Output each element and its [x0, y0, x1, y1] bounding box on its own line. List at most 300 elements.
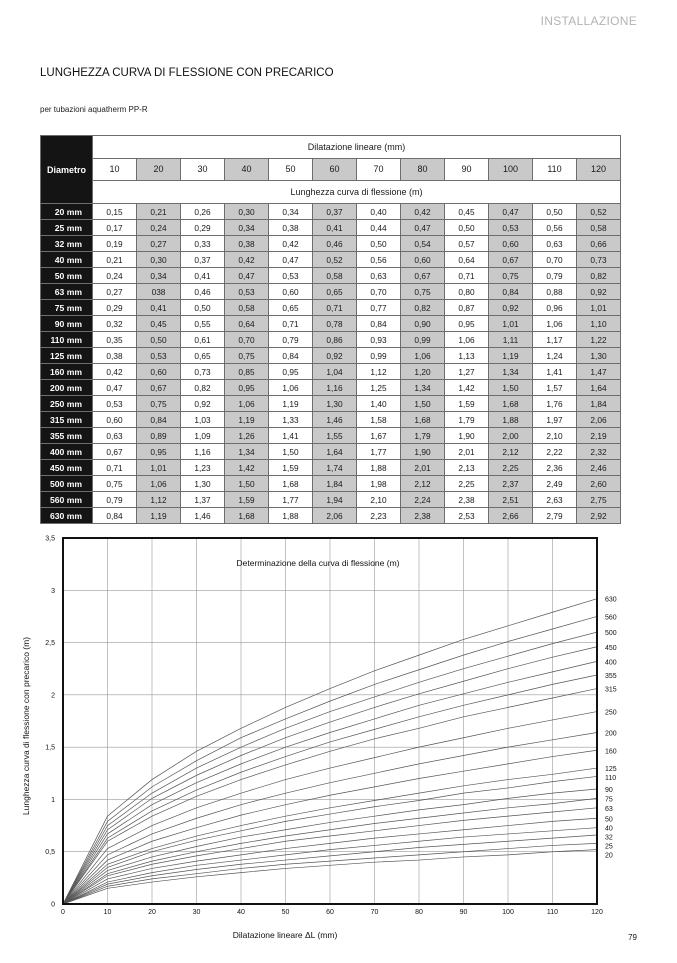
table-cell: 2,38 — [401, 508, 445, 524]
table-cell: 0,21 — [137, 204, 181, 220]
table-cell: 1,50 — [269, 444, 313, 460]
table-row — [41, 268, 621, 284]
table-cell: 1,27 — [445, 364, 489, 380]
table-cell: 2,22 — [533, 444, 577, 460]
table-cell: 1,33 — [269, 412, 313, 428]
table-cell: 1,34 — [401, 380, 445, 396]
y-tick-label: 1,5 — [45, 744, 55, 752]
table-cell: 0,47 — [225, 268, 269, 284]
table-cell: 0,41 — [181, 268, 225, 284]
table-cell: 2,49 — [533, 476, 577, 492]
table-cell: 0,47 — [489, 204, 533, 220]
series-end-label: 160 — [605, 748, 617, 756]
table-cell: 0,56 — [533, 220, 577, 236]
table-cell: 0,42 — [269, 236, 313, 252]
table-cell: 2,46 — [577, 460, 621, 476]
table-cell: 2,10 — [357, 492, 401, 508]
table-cell: 0,66 — [577, 236, 621, 252]
row-diameter-label: 400 mm — [41, 444, 93, 460]
length-header: Lunghezza curva di flessione (m) — [93, 181, 621, 204]
table-cell: 0,53 — [269, 268, 313, 284]
y-tick-label: 0 — [51, 901, 55, 909]
table-cell: 0,50 — [137, 332, 181, 348]
table-cell: 1,59 — [445, 396, 489, 412]
table-cell: 2,32 — [577, 444, 621, 460]
table-cell: 0,38 — [93, 348, 137, 364]
table-cell: 0,53 — [93, 396, 137, 412]
table-cell: 2,36 — [533, 460, 577, 476]
table-cell: 1,84 — [577, 396, 621, 412]
table-cell: 0,44 — [357, 220, 401, 236]
row-diameter-label: 250 mm — [41, 396, 93, 412]
table-cell: 1,77 — [269, 492, 313, 508]
row-diameter-label: 315 mm — [41, 412, 93, 428]
table-cell: 1,19 — [137, 508, 181, 524]
table-cell: 2,25 — [445, 476, 489, 492]
table-body — [41, 204, 621, 524]
table-cell: 0,26 — [181, 204, 225, 220]
table-cell: 0,65 — [181, 348, 225, 364]
x-tick-label: 0 — [61, 909, 65, 916]
table-cell: 0,42 — [401, 204, 445, 220]
table-cell: 2,51 — [489, 492, 533, 508]
table-cell: 1,84 — [313, 476, 357, 492]
table-cell: 1,06 — [401, 348, 445, 364]
table-cell: 0,60 — [137, 364, 181, 380]
table-cell: 0,70 — [357, 284, 401, 300]
table-cell: 1,06 — [225, 396, 269, 412]
table-cell: 1,42 — [445, 380, 489, 396]
x-tick-label: 120 — [591, 909, 603, 916]
table-cell: 1,40 — [357, 396, 401, 412]
table-cell: 0,58 — [577, 220, 621, 236]
table-row — [41, 476, 621, 492]
y-tick-label: 2 — [51, 692, 55, 700]
table-cell: 1,22 — [577, 332, 621, 348]
column-header: 40 — [225, 159, 269, 181]
column-header: 10 — [93, 159, 137, 181]
table-cell: 0,70 — [533, 252, 577, 268]
table-cell: 1,06 — [137, 476, 181, 492]
table-cell: 0,93 — [357, 332, 401, 348]
table-cell: 0,17 — [93, 220, 137, 236]
table-cell: 1,88 — [489, 412, 533, 428]
y-axis-label: Lunghezza curva di flessione con precarico (m) — [21, 636, 31, 816]
table-cell: 0,64 — [445, 252, 489, 268]
page-subtitle: per tubazioni aquatherm PP-R — [40, 105, 148, 114]
table-cell: 1,50 — [489, 380, 533, 396]
table-cell: 1,34 — [225, 444, 269, 460]
table-cell: 0,82 — [181, 380, 225, 396]
table-cell: 0,52 — [313, 252, 357, 268]
table-cell: 0,40 — [357, 204, 401, 220]
table-cell: 0,67 — [401, 268, 445, 284]
column-header: 110 — [533, 159, 577, 181]
table-cell: 1,64 — [313, 444, 357, 460]
series-end-label: 560 — [605, 614, 617, 622]
x-tick-label: 30 — [192, 909, 201, 916]
table-cell: 0,52 — [577, 204, 621, 220]
table-cell: 2,13 — [445, 460, 489, 476]
table-cell: 0,67 — [489, 252, 533, 268]
table-cell: 2,63 — [533, 492, 577, 508]
table-cell: 0,79 — [93, 492, 137, 508]
table-cell: 0,63 — [93, 428, 137, 444]
row-diameter-label: 63 mm — [41, 284, 93, 300]
page-title: LUNGHEZZA CURVA DI FLESSIONE CON PRECARICO — [40, 67, 334, 79]
row-diameter-label: 90 mm — [41, 316, 93, 332]
table-cell: 0,27 — [137, 236, 181, 252]
x-tick-label: 100 — [502, 909, 514, 916]
table-row — [41, 220, 621, 236]
table-cell: 0,58 — [313, 268, 357, 284]
table-cell: 2,06 — [313, 508, 357, 524]
table-cell: 2,75 — [577, 492, 621, 508]
row-diameter-label: 25 mm — [41, 220, 93, 236]
table-cell: 1,12 — [357, 364, 401, 380]
table-cell: 0,77 — [357, 300, 401, 316]
series-end-label: 110 — [605, 775, 617, 783]
series-end-label: 63 — [605, 805, 613, 813]
table-cell: 1,68 — [401, 412, 445, 428]
table-cell: 0,47 — [93, 380, 137, 396]
column-header: 60 — [313, 159, 357, 181]
table-cell: 2,12 — [401, 476, 445, 492]
table-cell: 0,84 — [489, 284, 533, 300]
table-cell: 0,29 — [93, 300, 137, 316]
table-cell: 1,37 — [181, 492, 225, 508]
column-header: 20 — [137, 159, 181, 181]
table-cell: 0,50 — [357, 236, 401, 252]
x-tick-label: 10 — [103, 909, 112, 916]
table-cell: 2,79 — [533, 508, 577, 524]
table-cell: 0,88 — [533, 284, 577, 300]
column-header: 120 — [577, 159, 621, 181]
table-cell: 2,01 — [445, 444, 489, 460]
series-end-label: 75 — [605, 796, 613, 804]
table-row — [41, 284, 621, 300]
table-cell: 1,41 — [269, 428, 313, 444]
table-cell: 0,46 — [181, 284, 225, 300]
table-cell: 0,84 — [269, 348, 313, 364]
table-row — [41, 316, 621, 332]
table-cell: 2,25 — [489, 460, 533, 476]
table-cell: 0,58 — [225, 300, 269, 316]
table-cell: 1,30 — [313, 396, 357, 412]
table-cell: 0,95 — [225, 380, 269, 396]
table-cell: 0,42 — [93, 364, 137, 380]
x-tick-label: 50 — [281, 909, 290, 916]
table-row — [41, 332, 621, 348]
series-end-label: 90 — [605, 786, 613, 794]
table-cell: 0,24 — [93, 268, 137, 284]
table-row — [41, 396, 621, 412]
table-cell: 0,56 — [357, 252, 401, 268]
table-cell: 0,99 — [357, 348, 401, 364]
table-cell: 0,19 — [93, 236, 137, 252]
table-cell: 0,92 — [313, 348, 357, 364]
row-diameter-label: 355 mm — [41, 428, 93, 444]
y-tick-label: 3,5 — [45, 535, 55, 543]
table-cell: 1,68 — [489, 396, 533, 412]
table-cell: 0,84 — [137, 412, 181, 428]
table-cell: 038 — [137, 284, 181, 300]
table-cell: 0,95 — [269, 364, 313, 380]
table-row — [41, 364, 621, 380]
table-cell: 0,37 — [313, 204, 357, 220]
table-row — [41, 444, 621, 460]
table-cell: 0,75 — [93, 476, 137, 492]
table-cell: 1,10 — [577, 316, 621, 332]
table-cell: 0,24 — [137, 220, 181, 236]
table-cell: 2,06 — [577, 412, 621, 428]
table-cell: 0,42 — [225, 252, 269, 268]
table-cell: 0,30 — [137, 252, 181, 268]
chart-grid — [63, 538, 597, 904]
table-cell: 1,19 — [269, 396, 313, 412]
section-label: INSTALLAZIONE — [540, 14, 637, 28]
series-end-label: 125 — [605, 766, 617, 774]
column-header: 30 — [181, 159, 225, 181]
series-end-label: 20 — [605, 852, 613, 860]
column-header-row — [41, 159, 621, 181]
table-row — [41, 412, 621, 428]
series-end-label: 50 — [605, 816, 613, 824]
table-cell: 1,04 — [313, 364, 357, 380]
table-cell: 0,92 — [577, 284, 621, 300]
table-cell: 1,59 — [269, 460, 313, 476]
table-cell: 0,37 — [181, 252, 225, 268]
row-diameter-label: 32 mm — [41, 236, 93, 252]
table-cell: 0,54 — [401, 236, 445, 252]
table-cell: 2,01 — [401, 460, 445, 476]
table-row — [41, 236, 621, 252]
table-cell: 0,96 — [533, 300, 577, 316]
table-row — [41, 428, 621, 444]
table-cell: 2,37 — [489, 476, 533, 492]
table-cell: 0,95 — [445, 316, 489, 332]
table-cell: 0,71 — [269, 316, 313, 332]
row-diameter-label: 110 mm — [41, 332, 93, 348]
table-cell: 0,99 — [401, 332, 445, 348]
table-cell: 2,92 — [577, 508, 621, 524]
table-cell: 1,13 — [445, 348, 489, 364]
table-cell: 0,53 — [137, 348, 181, 364]
column-header: 100 — [489, 159, 533, 181]
table-cell: 0,41 — [137, 300, 181, 316]
table-cell: 1,74 — [313, 460, 357, 476]
table-cell: 1,90 — [445, 428, 489, 444]
table-cell: 0,60 — [93, 412, 137, 428]
table-cell: 2,23 — [357, 508, 401, 524]
table-cell: 1,23 — [181, 460, 225, 476]
series-end-label: 32 — [605, 834, 613, 842]
table-cell: 0,78 — [313, 316, 357, 332]
y-tick-label: 2,5 — [45, 640, 55, 648]
table-cell: 0,70 — [225, 332, 269, 348]
table-cell: 1,30 — [577, 348, 621, 364]
table-cell: 1,19 — [489, 348, 533, 364]
table-cell: 0,87 — [445, 300, 489, 316]
table-cell: 1,19 — [225, 412, 269, 428]
table-cell: 1,06 — [533, 316, 577, 332]
table-cell: 2,38 — [445, 492, 489, 508]
row-diameter-label: 560 mm — [41, 492, 93, 508]
table-cell: 0,45 — [137, 316, 181, 332]
table-cell: 0,53 — [225, 284, 269, 300]
table-cell: 1,12 — [137, 492, 181, 508]
row-diameter-label: 630 mm — [41, 508, 93, 524]
column-header: 90 — [445, 159, 489, 181]
y-tick-label: 0,5 — [45, 849, 55, 857]
table-cell: 1,42 — [225, 460, 269, 476]
diameter-header: Diametro — [41, 136, 93, 204]
table-cell: 1,16 — [181, 444, 225, 460]
y-tick-label: 1 — [51, 796, 55, 804]
table-cell: 0,63 — [533, 236, 577, 252]
table-cell: 0,67 — [93, 444, 137, 460]
table-cell: 1,41 — [533, 364, 577, 380]
table-cell: 1,11 — [489, 332, 533, 348]
table-cell: 1,20 — [401, 364, 445, 380]
table-cell: 0,34 — [137, 268, 181, 284]
table-cell: 0,73 — [181, 364, 225, 380]
table-cell: 0,60 — [489, 236, 533, 252]
table-cell: 1,06 — [445, 332, 489, 348]
table-cell: 1,47 — [577, 364, 621, 380]
table-cell: 0,63 — [357, 268, 401, 284]
table-row — [41, 460, 621, 476]
table-cell: 0,84 — [93, 508, 137, 524]
table-cell: 1,46 — [181, 508, 225, 524]
table-cell: 1,26 — [225, 428, 269, 444]
table-cell: 1,57 — [533, 380, 577, 396]
table-row — [41, 508, 621, 524]
table-cell: 2,10 — [533, 428, 577, 444]
table-cell: 0,55 — [181, 316, 225, 332]
table-cell: 0,64 — [225, 316, 269, 332]
table-cell: 0,38 — [225, 236, 269, 252]
column-header: 70 — [357, 159, 401, 181]
table-cell: 1,01 — [489, 316, 533, 332]
table-cell: 1,59 — [225, 492, 269, 508]
table-cell: 0,47 — [401, 220, 445, 236]
table-cell: 0,71 — [93, 460, 137, 476]
table-cell: 1,77 — [357, 444, 401, 460]
table-cell: 2,53 — [445, 508, 489, 524]
series-end-label: 25 — [605, 843, 613, 851]
table-row — [41, 252, 621, 268]
table-cell: 1,55 — [313, 428, 357, 444]
table-cell: 0,32 — [93, 316, 137, 332]
table-cell: 0,21 — [93, 252, 137, 268]
table-cell: 1,79 — [401, 428, 445, 444]
bending-length-chart — [0, 528, 677, 958]
table-cell: 0,38 — [269, 220, 313, 236]
table-cell: 2,66 — [489, 508, 533, 524]
table-cell: 0,65 — [269, 300, 313, 316]
table-cell: 0,82 — [401, 300, 445, 316]
table-cell: 1,30 — [181, 476, 225, 492]
table-cell: 0,61 — [181, 332, 225, 348]
row-diameter-label: 500 mm — [41, 476, 93, 492]
table-cell: 1,94 — [313, 492, 357, 508]
table-cell: 2,00 — [489, 428, 533, 444]
table-cell: 1,06 — [269, 380, 313, 396]
dilation-header: Dilatazione lineare (mm) — [93, 136, 621, 159]
table-cell: 1,25 — [357, 380, 401, 396]
table-cell: 0,34 — [225, 220, 269, 236]
table-cell: 0,27 — [93, 284, 137, 300]
table-cell: 0,84 — [357, 316, 401, 332]
series-end-label: 200 — [605, 730, 617, 738]
x-tick-label: 60 — [326, 909, 334, 916]
table-cell: 0,86 — [313, 332, 357, 348]
x-tick-label: 90 — [459, 909, 468, 916]
chart-container — [0, 528, 677, 958]
y-tick-label: 3 — [51, 587, 55, 595]
table-row — [41, 300, 621, 316]
x-tick-labels — [61, 909, 603, 916]
table-cell: 0,35 — [93, 332, 137, 348]
table-cell: 0,75 — [489, 268, 533, 284]
table-cell: 0,50 — [533, 204, 577, 220]
table-cell: 0,50 — [445, 220, 489, 236]
table-cell: 0,82 — [577, 268, 621, 284]
x-tick-label: 20 — [148, 909, 156, 916]
table-cell: 0,33 — [181, 236, 225, 252]
table-cell: 1,97 — [533, 412, 577, 428]
series-end-label: 40 — [605, 825, 613, 833]
x-tick-label: 80 — [415, 909, 423, 916]
table-cell: 1,34 — [489, 364, 533, 380]
table-cell: 0,89 — [137, 428, 181, 444]
table-cell: 1,46 — [313, 412, 357, 428]
table-cell: 0,46 — [313, 236, 357, 252]
x-axis-label: Dilatazione lineare ΔL (mm) — [232, 930, 338, 940]
table-cell: 0,41 — [313, 220, 357, 236]
table-cell: 1,90 — [401, 444, 445, 460]
table-cell: 0,60 — [269, 284, 313, 300]
table-cell: 0,29 — [181, 220, 225, 236]
row-diameter-label: 160 mm — [41, 364, 93, 380]
row-diameter-label: 450 mm — [41, 460, 93, 476]
series-end-label: 450 — [605, 644, 617, 652]
table-cell: 0,75 — [225, 348, 269, 364]
table-cell: 1,67 — [357, 428, 401, 444]
x-tick-label: 40 — [237, 909, 245, 916]
row-diameter-label: 125 mm — [41, 348, 93, 364]
table-cell: 0,71 — [445, 268, 489, 284]
table-cell: 0,30 — [225, 204, 269, 220]
row-diameter-label: 75 mm — [41, 300, 93, 316]
table-cell: 0,73 — [577, 252, 621, 268]
table-cell: 1,01 — [577, 300, 621, 316]
table-cell: 0,57 — [445, 236, 489, 252]
table-cell: 0,79 — [533, 268, 577, 284]
table-cell: 1,76 — [533, 396, 577, 412]
flexion-length-table-container — [40, 135, 621, 524]
table-cell: 0,34 — [269, 204, 313, 220]
page-number: 79 — [628, 933, 637, 942]
table-row — [41, 204, 621, 220]
table-cell: 0,60 — [401, 252, 445, 268]
row-diameter-label: 50 mm — [41, 268, 93, 284]
table-cell: 1,68 — [225, 508, 269, 524]
table-cell: 1,88 — [269, 508, 313, 524]
table-cell: 0,45 — [445, 204, 489, 220]
table-cell: 1,68 — [269, 476, 313, 492]
